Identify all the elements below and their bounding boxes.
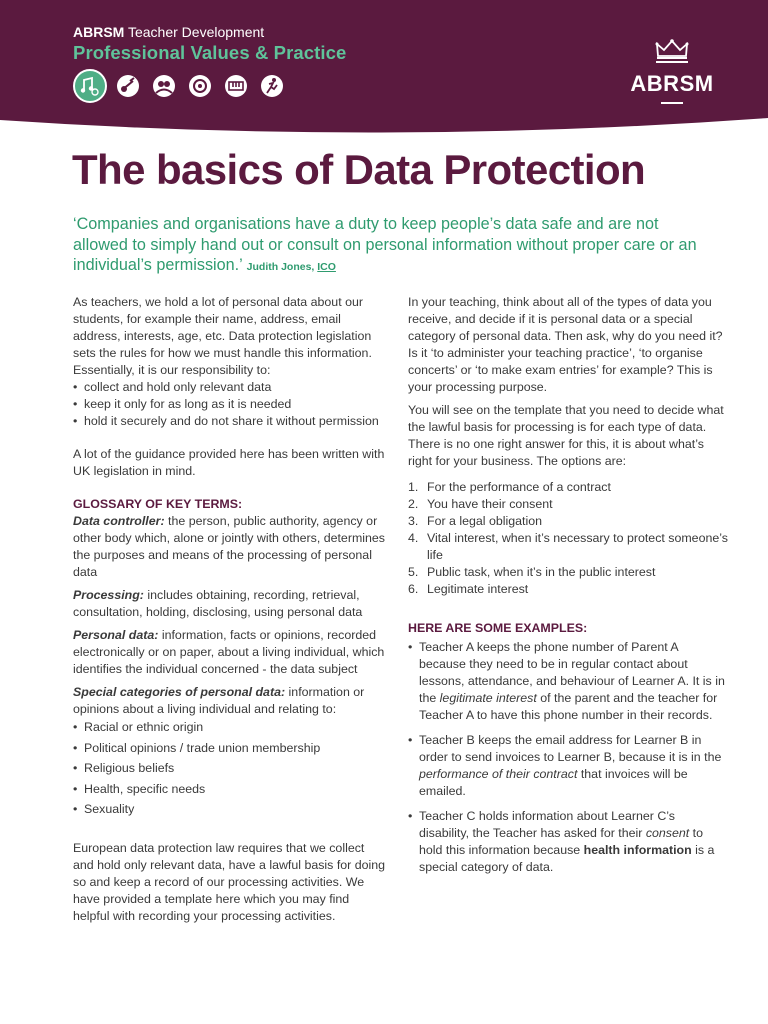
example-strong: health information [583,843,692,857]
glossary-definition: information or opinions about a living individual and relating to: [73,685,365,716]
glossary-term: Special categories of personal data: [73,685,286,699]
glossary-term: Personal data: [73,628,159,642]
example-text: Teacher A keeps the phone number of Parent A because they need to be in regular contact about lessons, attendance, and behaviour of Learner A. It is in the [419,640,725,705]
option-number: 5. [408,565,419,579]
list-item: • hold it securely and do not share it without permission [73,413,388,430]
list-item: • Religious beliefs [73,760,388,777]
lawful-basis-paragraph: You will see on the template that you need to decide what the lawful basis for processing is for each type of data. There is no one right answer for this, it is about what’s right for your business. The options are: [408,403,724,468]
brand-line [73,24,264,40]
option-number: 4. [408,531,419,545]
crown-icon [652,38,692,64]
option-item [408,530,728,564]
glossary-entry [73,684,388,718]
example-text: Teacher C holds information about Learner C’s disability, the Teacher has asked for their [419,809,675,840]
example-emphasis: consent [645,826,690,840]
example-text: Teacher B keeps the email address for Learner B in order to send invoices to Learner B, because it is in the [419,733,722,764]
glossary-definition: includes obtaining, recording, retrieval, consultation, holding, disclosing, using personal data [73,588,363,619]
quote-author: Judith Jones, [246,261,315,274]
quote-attribution [247,261,336,273]
brand-name: ABRSM [73,24,125,40]
list-item: • Sexuality [73,801,388,818]
music-notes-certificate-icon[interactable] [73,69,107,103]
list-item: • Political opinions / trade union membership [73,740,388,757]
category-icon-row [73,69,287,103]
option-item [408,581,728,598]
example-text: of the parent and the teacher for Teacher A to have this phone number in their records. [419,691,718,722]
page-title: The basics of Data Protection [72,146,646,193]
example-item [408,639,728,724]
example-text: to hold this information because [419,826,704,857]
example-emphasis: performance of their contract [419,767,578,781]
special-categories-list [73,719,388,818]
people-icon[interactable] [149,71,179,101]
guitar-icon[interactable] [113,71,143,101]
glossary-definition: information, facts or opinions, recorded electronically or on paper, about a living individual, which identifies the individual concerned - the data subject [73,628,385,676]
uk-legislation-note: A lot of the guidance provided here has been written with UK legislation in mind. [73,447,385,478]
example-text: is a special category of data. [419,843,715,874]
right-column [408,294,728,884]
abrsm-logo [624,38,720,104]
option-number: 6. [408,582,419,596]
option-text: Legitimate interest [427,582,529,596]
option-item [408,513,728,530]
cycle-icon[interactable] [185,71,215,101]
glossary-term: Data controller: [73,514,165,528]
option-number: 2. [408,497,419,511]
ico-link[interactable]: ICO [317,261,336,274]
example-emphasis: legitimate interest [439,691,537,705]
list-item: • collect and hold only relevant data [73,379,388,396]
list-item: • keep it only for as long as it is needed [73,396,388,413]
examples-list [408,639,728,876]
logo-underline [661,102,683,104]
option-number: 3. [408,514,419,528]
run-icon[interactable] [257,71,287,101]
option-text: For the performance of a contract [427,480,611,494]
processing-purpose-paragraph: In your teaching, think about all of the types of data you receive, and decide if it is personal data or a special category of personal data. Then ask, why do you need it? Is it ‘to administer your teaching practice’, ‘to organise concerts’ or ‘to make exam entries’ for example? This is your processing purpose. [408,295,723,394]
list-item: • Racial or ethnic origin [73,719,388,736]
pull-quote [73,214,713,278]
glossary-entry [73,627,388,678]
glossary-definition: the person, public authority, agency or other body which, alone or jointly with others, determines the purposes and means of the processing of personal data [73,514,385,579]
option-item [408,479,728,496]
brand-suffix: Teacher Development [127,24,265,40]
example-item [408,808,728,876]
glossary-entry [73,513,388,581]
glossary-term: Processing: [73,588,144,602]
quote-text: ‘Companies and organisations have a duty to keep people’s data safe and are not allowed to simply hand out or consult on personal information without proper care or an individual’s permission.’ [73,215,697,275]
example-text: that invoices will be emailed. [419,767,688,798]
series-title: Professional Values & Practice [73,42,347,63]
example-item [408,732,728,800]
intro-paragraph: As teachers, we hold a lot of personal data about our students, for example their name, address, email address, interests, age, etc. Data protection legislation sets the rules for how we must handle this information. Essentially, it is our responsibility to: [73,295,372,377]
left-column [73,294,388,925]
piano-icon[interactable] [221,71,251,101]
responsibilities-list [73,379,388,430]
option-item [408,564,728,581]
option-text: Public task, when it’s in the public interest [427,565,656,579]
lawful-basis-options [408,479,728,598]
option-text: For a legal obligation [427,514,543,528]
option-item [408,496,728,513]
glossary-entry [73,587,388,621]
option-text: You have their consent [427,497,553,511]
examples-heading: HERE ARE SOME EXAMPLES: [408,621,588,635]
glossary-heading: GLOSSARY OF KEY TERMS: [73,497,243,511]
option-text: Vital interest, when it’s necessary to protect someone’s life [427,531,728,562]
list-item: • Health, specific needs [73,781,388,798]
option-number: 1. [408,480,419,494]
closing-paragraph: European data protection law requires that we collect and hold only relevant data, have a lawful basis for doing so and keep a record of our processing activities. We have provided a template here which you may find helpful with recording your processing activities. [73,841,386,924]
logo-wordmark: ABRSM [630,71,714,96]
